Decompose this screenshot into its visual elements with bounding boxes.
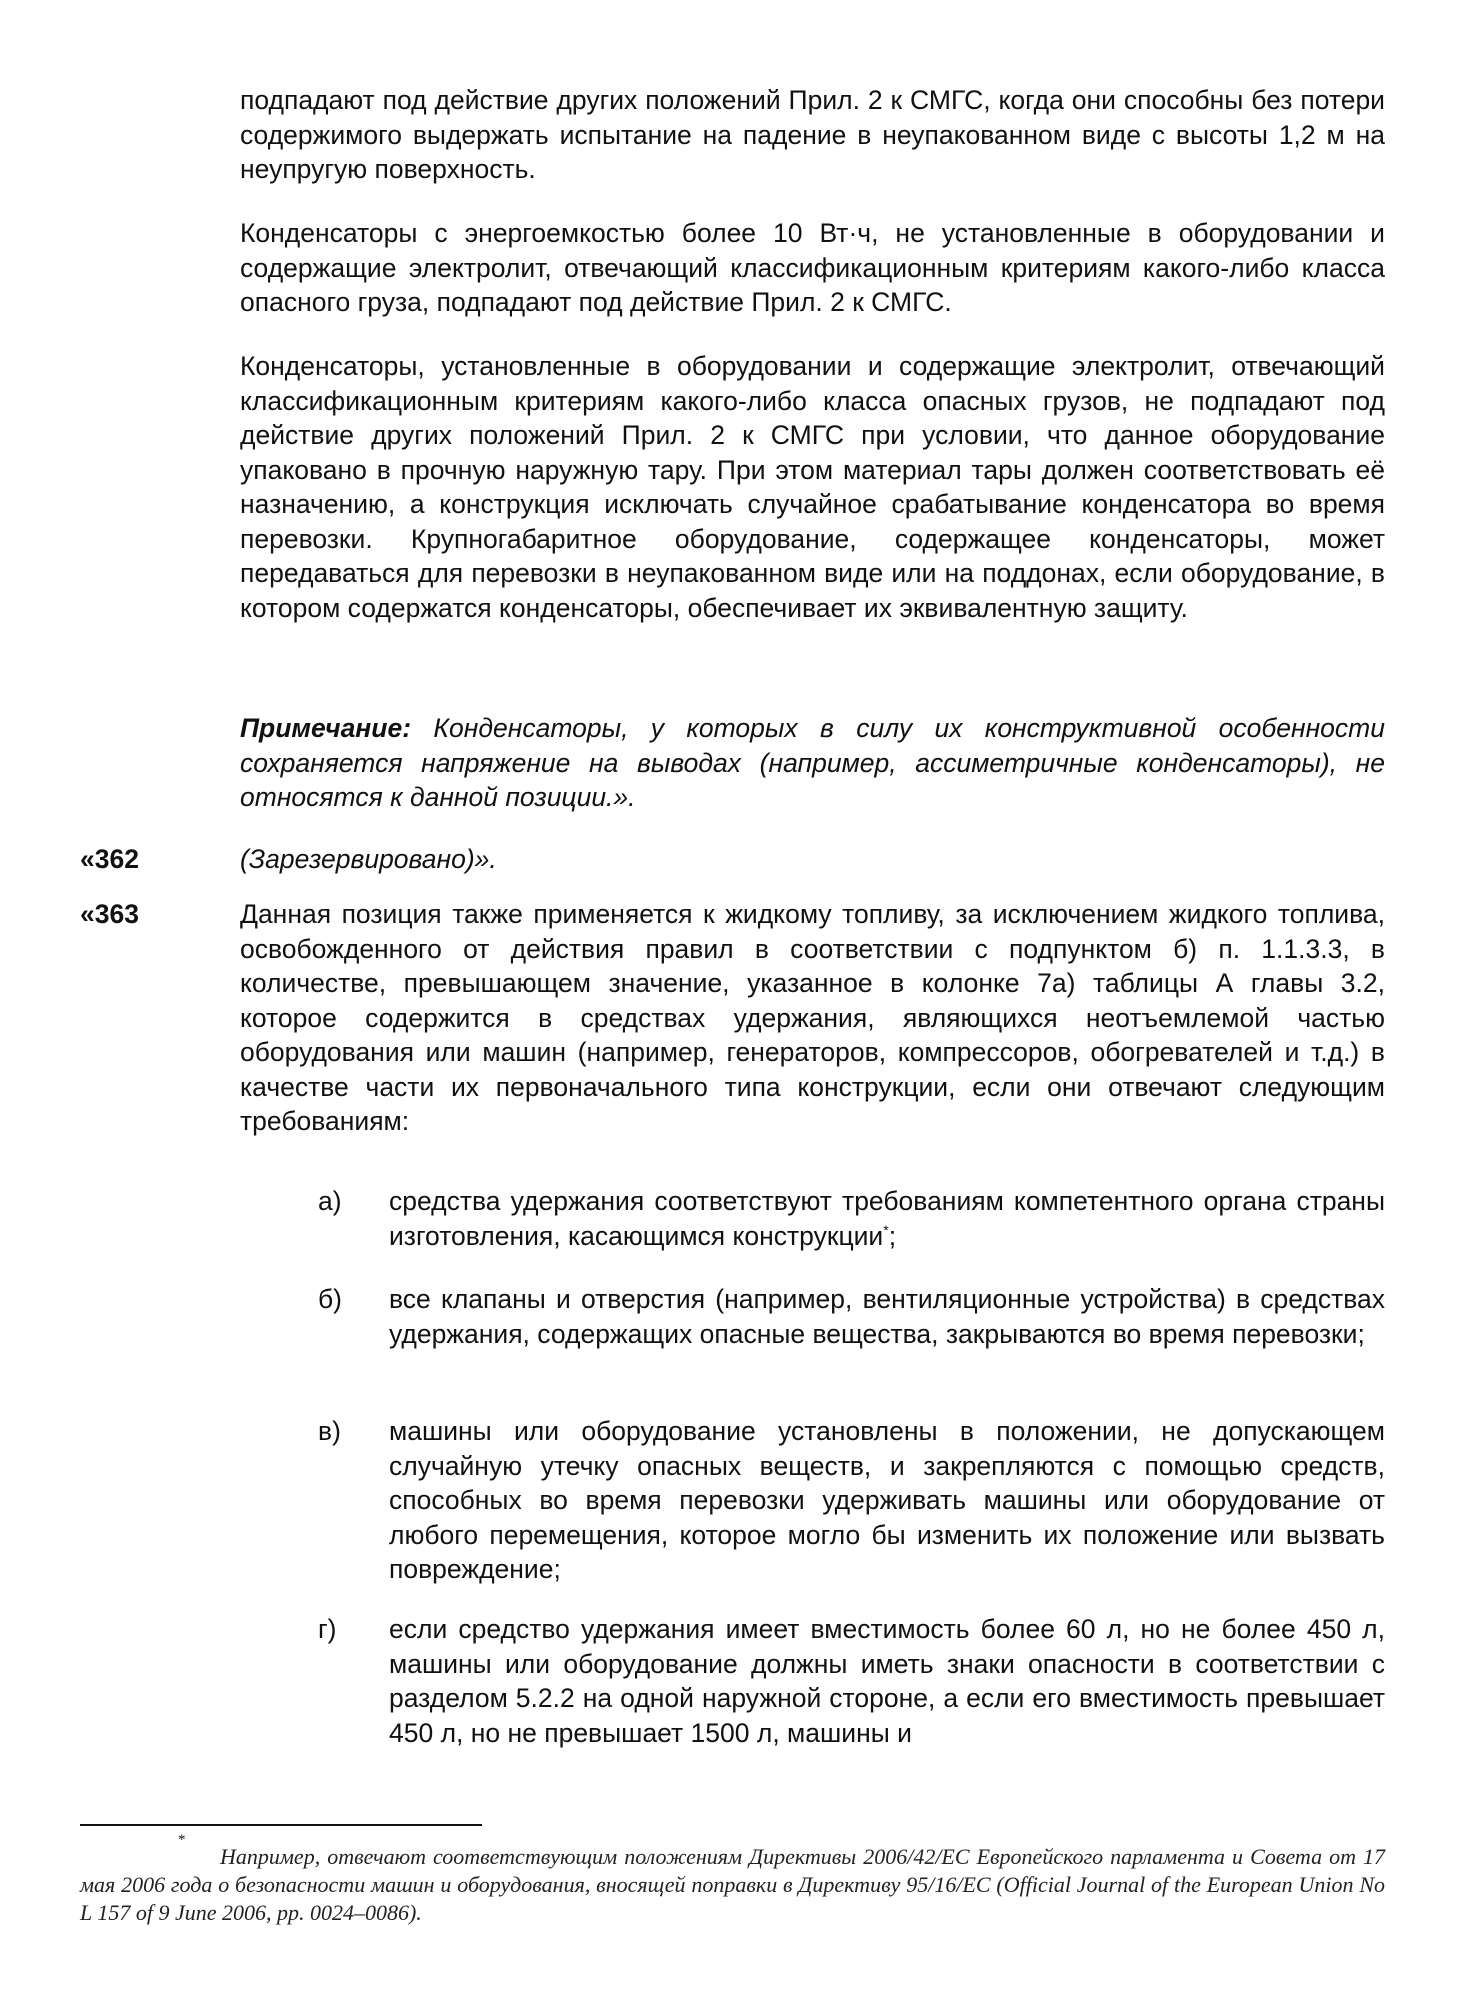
- note-text: Конденсаторы, у которых в силу их конструктивной особенности сохраняется напряжение на выводах (например, ассиметричные конденсаторы), не относятся к данной позиции.».: [240, 713, 1385, 812]
- list-item-text: [389, 1184, 1385, 1253]
- list-item-text: если средство удержания имеет вместимость более 60 л, но не более 450 л, машины или оборудование должны иметь знаки опасности в соответствии с разделом 5.2.2 на одной наружной стороне, а если его вместимость превышает 450 л, но не превышает 1500 л, машины и: [389, 1614, 1385, 1748]
- footnote-separator: [80, 1824, 482, 1826]
- paragraph-capacitors-not-installed: Конденсаторы с энергоемкостью более 10 Вт·ч, не установленные в оборудовании и содержащие электролит, отвечающий классификационным критериям какого-либо класса опасного груза, подпадают под действие Прил. 2 к СМГС.: [240, 218, 1385, 317]
- list-item-marker: а): [318, 1186, 342, 1216]
- footnote-ref: *: [883, 1221, 889, 1238]
- provision-362-number: «362: [80, 844, 139, 874]
- list-item-marker: г): [318, 1614, 337, 1644]
- provision-363-number: «363: [80, 899, 139, 929]
- note-label: Примечание:: [240, 713, 412, 743]
- list-item-text: машины или оборудование установлены в положении, не допускающем случайную утечку опасных веществ, и закрепляются с помощью средств, способных во время перевозки удерживать машины или оборудование от любого перемещения, которое могло бы изменить их положение или вызвать повреждение;: [389, 1416, 1385, 1584]
- list-item-a-tail: ;: [888, 1220, 897, 1251]
- paragraph-capacitors-installed: Конденсаторы, установленные в оборудовании и содержащие электролит, отвечающий классификационным критериям какого-либо класса опасных грузов, не подпадают под действие других положений Прил. 2 к СМГС при условии, что данное оборудование упаковано в прочную наружную тару. При этом материал тары должен соответствовать её назначению, а конструкция исключать случайное срабатывание конденсатора во время перевозки. Крупногабаритное оборудование, содержащее конденсаторы, может передаваться для перевозки в неупакованном виде или на поддонах, если оборудование, в котором содержатся конденсаторы, обеспечивает их эквивалентную защиту.: [240, 351, 1385, 623]
- footnote-marker: *: [178, 1832, 186, 1848]
- list-item-a-text: средства удержания соответствуют требованиям компетентного органа страны изготовления, касающимся конструкции: [389, 1186, 1385, 1251]
- provision-362-text: (Зарезервировано)».: [240, 844, 497, 874]
- footnote-text: Например, отвечают соответствующим положениям Директивы 2006/42/ЕС Европейского парламента и Совета от 17 мая 2006 года о безопасности машин и оборудования, вносящей поправки в Директиву 95/16/ЕС (Official Journal of the European Union No L 157 of 9 June 2006, pp. 0024–0086).: [80, 1844, 1385, 1925]
- list-item-marker: б): [318, 1284, 343, 1314]
- provision-363-text: Данная позиция также применяется к жидкому топливу, за исключением жидкого топлива, освобожденного от действия правил в соответствии с подпунктом б) п. 1.1.3.3, в количестве, превышающем значение, указанное в колонке 7а) таблицы А главы 3.2, которое содержится в средствах удержания, являющихся неотъемлемой частью оборудования или машин (например, генераторов, компрессоров, обогревателей и т.д.) в качестве части их первоначального типа конструкции, если они отвечают следующим требованиям:: [240, 899, 1385, 1136]
- list-item-marker: в): [318, 1416, 341, 1446]
- note-paragraph: [240, 711, 1385, 815]
- paragraph-drop-test: подпадают под действие других положений Прил. 2 к СМГС, когда они способны без потери содержимого выдержать испытание на падение в неупакованном виде с высоты 1,2 м на неупругую поверхность.: [240, 85, 1385, 184]
- list-item-text: все клапаны и отверстия (например, вентиляционные устройства) в средствах удержания, содержащих опасные вещества, закрываются во время перевозки;: [389, 1284, 1385, 1349]
